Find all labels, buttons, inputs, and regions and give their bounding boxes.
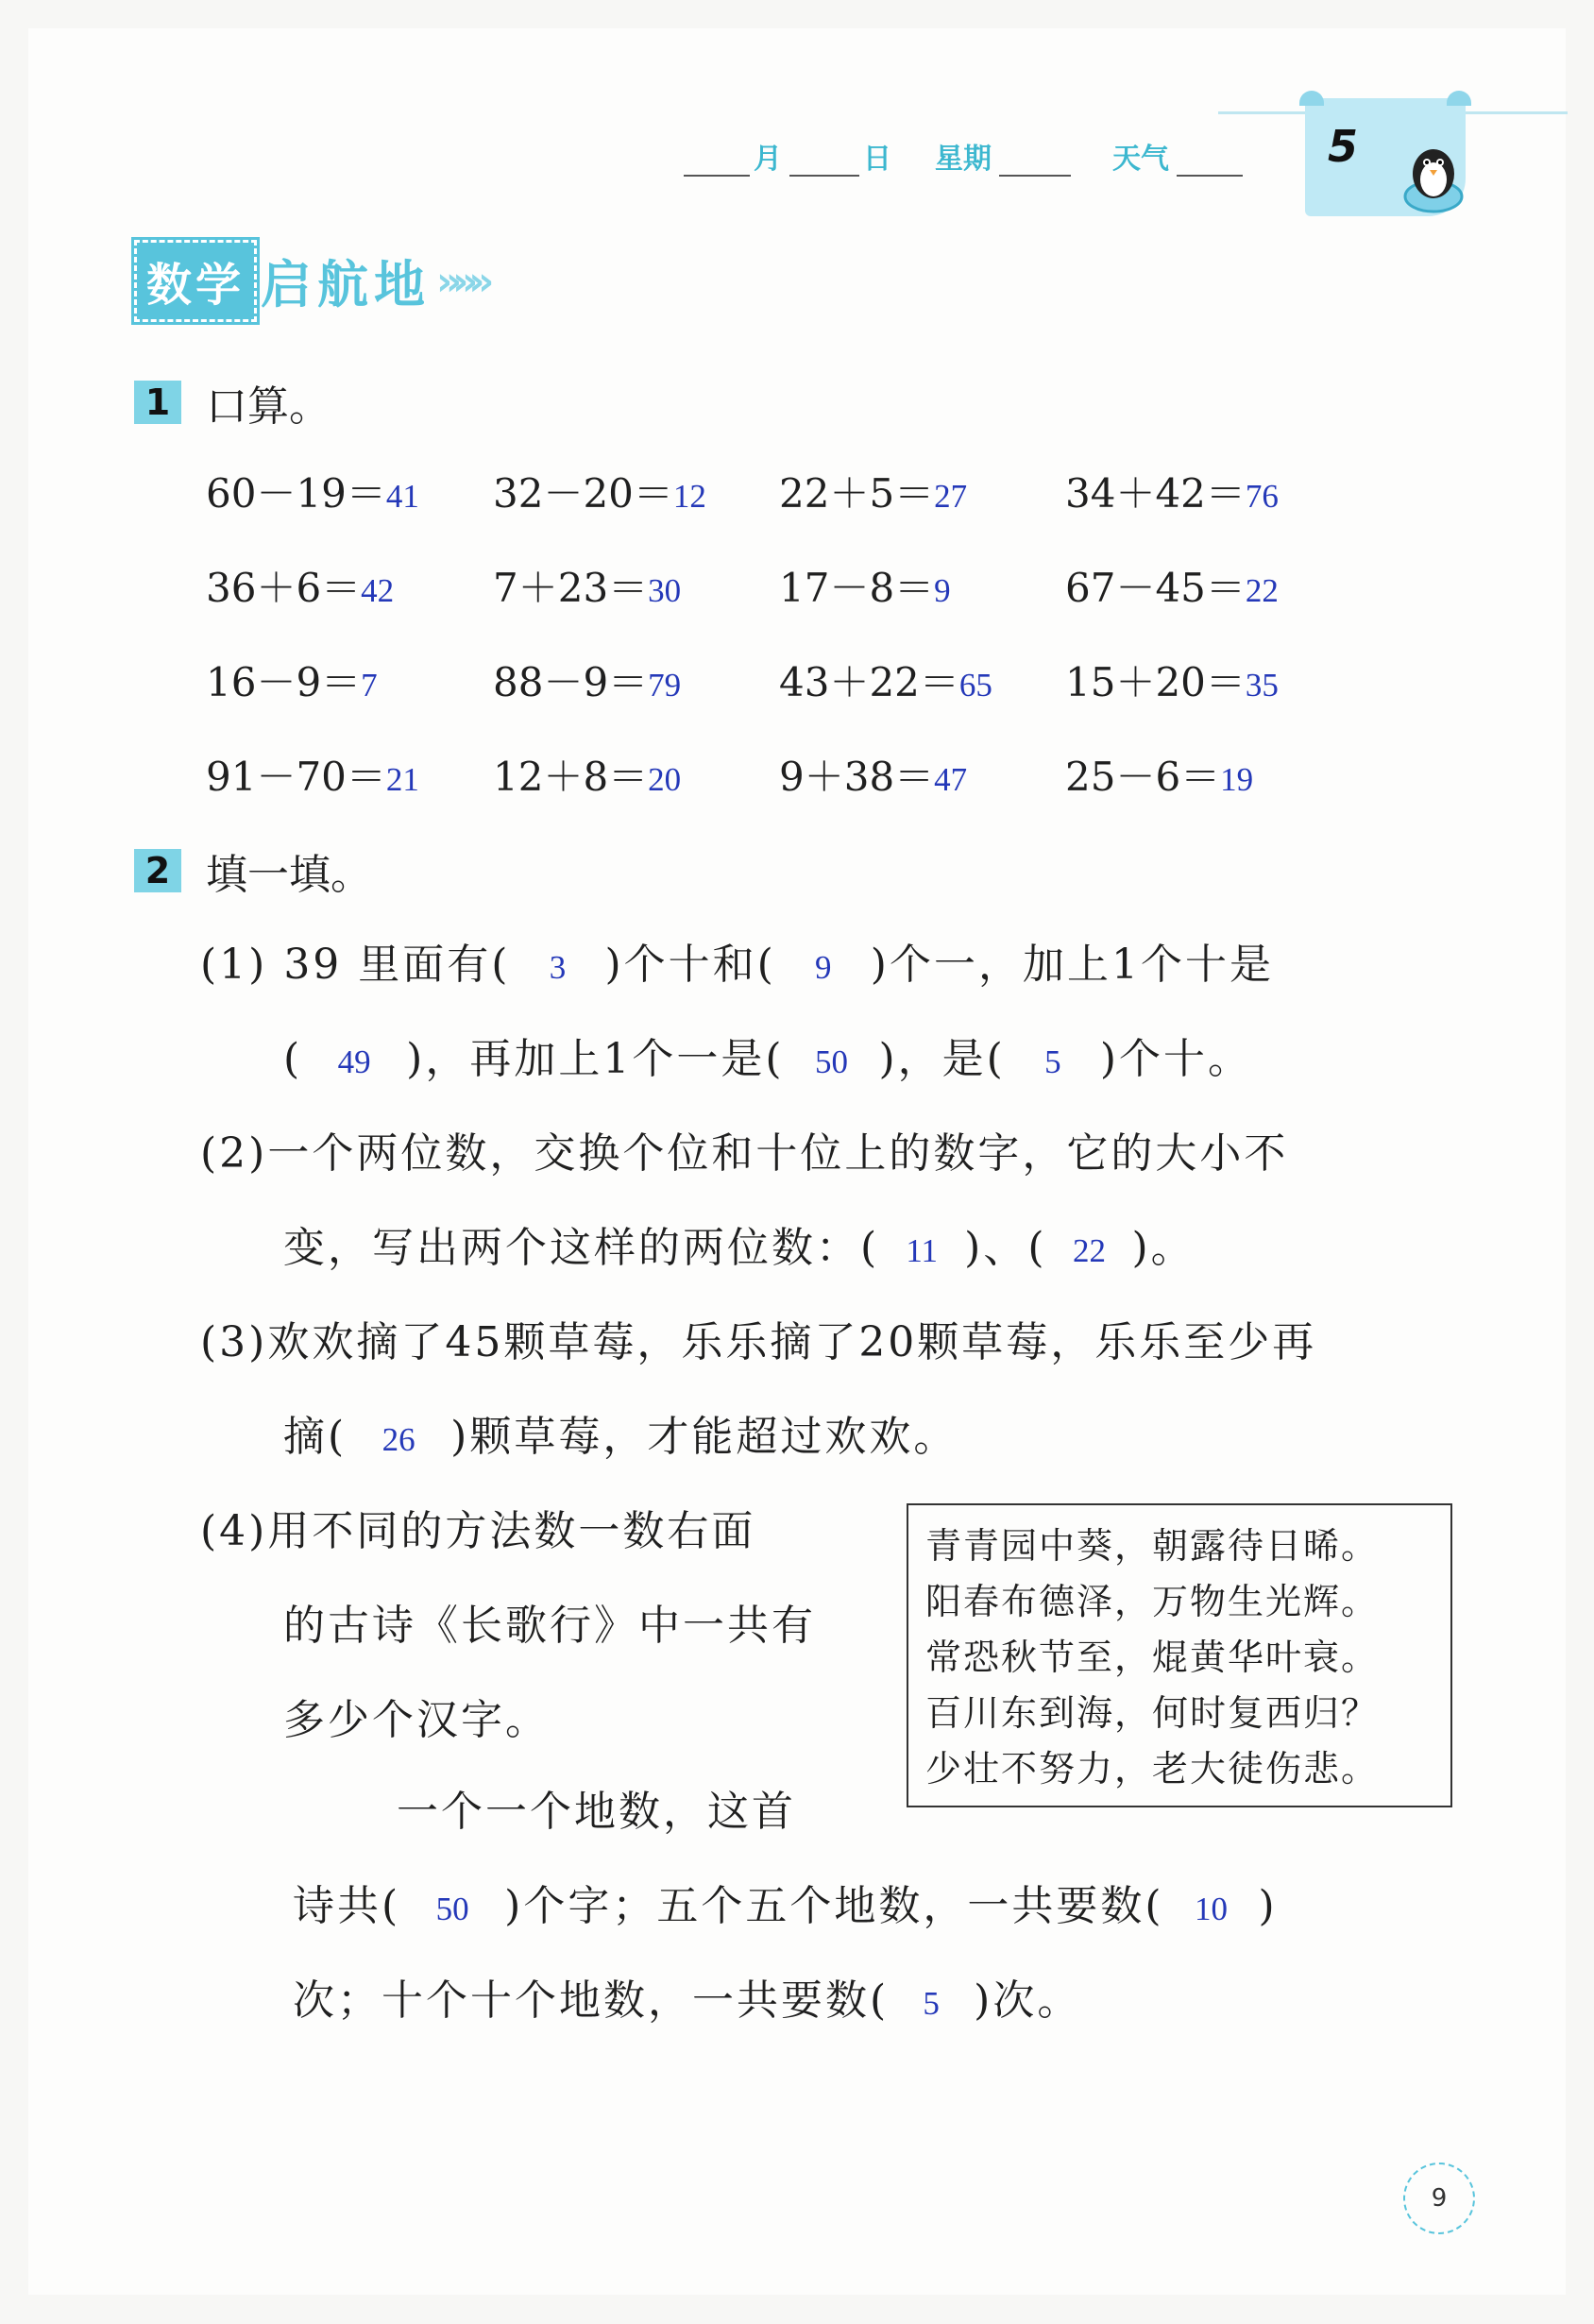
q2-p1-text-b: )个十和( xyxy=(604,941,776,989)
q2-p4-answer-3: 5 xyxy=(923,1985,940,2022)
q1-title: 口算。 xyxy=(206,382,331,431)
q2-p1-answer-5: 5 xyxy=(1044,1043,1061,1080)
q2-p1-line1 xyxy=(200,930,1274,991)
q2-p4-line2: 的古诗《长歌行》中一共有 xyxy=(283,1602,816,1650)
q1-number: 1 xyxy=(134,381,181,424)
q2-p2-text-d: )。 xyxy=(1131,1224,1196,1272)
q1-answer: 19 xyxy=(1220,761,1254,798)
q1-expression: 91－70＝ xyxy=(206,754,386,800)
q2-p1-line2 xyxy=(283,1025,1252,1085)
q2-p3-answer-1: 26 xyxy=(382,1421,415,1458)
q2-p4-line4: 一个一个地数，这首 xyxy=(397,1788,796,1836)
q1-equation xyxy=(493,746,681,803)
q2-p4-answer-2: 10 xyxy=(1195,1891,1229,1927)
q2-p2-text-c: )、( xyxy=(964,1224,1047,1272)
poem-line: 阳春布德泽，万物生光辉。 xyxy=(925,1581,1380,1622)
day-label: 日 xyxy=(863,143,891,176)
q1-equation xyxy=(779,463,967,519)
q1-expression: 43＋22＝ xyxy=(779,659,959,705)
q1-answer: 7 xyxy=(361,667,378,704)
date-weather-fields xyxy=(680,135,1246,177)
q2-p4-line3: 多少个汉字。 xyxy=(283,1696,550,1744)
q2-p4-line1: (4)用不同的方法数一数右面 xyxy=(200,1507,756,1555)
weekday-label: 星期 xyxy=(935,143,992,176)
q2-p1-text-c: )个一，加上1个十是 xyxy=(870,941,1274,989)
q1-answer: 21 xyxy=(385,761,419,798)
q1-answer: 41 xyxy=(385,478,419,515)
q1-equation xyxy=(206,463,419,519)
q1-answer: 79 xyxy=(648,667,682,704)
q1-equation xyxy=(493,463,706,519)
penguin-icon xyxy=(1396,128,1471,223)
q1-header xyxy=(134,372,331,433)
q1-expression: 7＋23＝ xyxy=(493,565,649,611)
q2-p4-text-h: 次；十个十个地数，一共要数( xyxy=(293,1976,890,2025)
q1-expression: 60－19＝ xyxy=(206,470,386,517)
q2-p2-line2 xyxy=(283,1213,1196,1274)
q2-p1-answer-3: 49 xyxy=(337,1043,371,1080)
q2-p4-text-i: )次。 xyxy=(974,1976,1082,2025)
q1-equation xyxy=(206,557,394,614)
q1-answer: 42 xyxy=(361,572,395,609)
q2-p3-line1: (3)欢欢摘了45颗草莓，乐乐摘了20颗草莓，乐乐至少再 xyxy=(200,1318,1317,1366)
q1-equation xyxy=(1065,652,1279,708)
poem-line: 常恐秋节至，焜黄华叶衰。 xyxy=(925,1637,1380,1678)
q1-answer: 12 xyxy=(672,478,706,515)
q2-p4-text-f: )个字；五个五个地数，一共要数( xyxy=(504,1882,1164,1930)
q1-answer: 47 xyxy=(934,761,968,798)
q1-answer: 30 xyxy=(648,572,682,609)
q1-answer: 35 xyxy=(1245,667,1279,704)
q2-p1-text-e: )，再加上1个一是( xyxy=(406,1035,785,1083)
section-banner xyxy=(134,240,484,322)
lesson-number: 5 xyxy=(1327,121,1358,172)
q1-expression: 16－9＝ xyxy=(206,659,362,705)
q2-p1-answer-4: 50 xyxy=(815,1043,848,1080)
q2-title: 填一填。 xyxy=(206,851,372,899)
q1-equation xyxy=(206,746,419,803)
q2-number: 2 xyxy=(134,849,181,892)
weather-blank xyxy=(1177,141,1243,177)
q2-p1-answer-2: 9 xyxy=(815,949,832,986)
q2-p1-text-d: ( xyxy=(283,1035,303,1083)
poem-line: 少壮不努力，老大徒伤悲。 xyxy=(925,1748,1380,1790)
q2-p4-line5 xyxy=(293,1872,1278,1932)
q2-p1-answer-1: 3 xyxy=(549,949,567,986)
q1-equation xyxy=(779,557,951,614)
q1-expression: 25－6＝ xyxy=(1065,754,1221,800)
q2-p3-text-b: 摘( xyxy=(283,1413,348,1461)
q2-p2-line1: (2)一个两位数，交换个位和十位上的数字，它的大小不 xyxy=(200,1129,1289,1178)
q2-p4-text-e: 诗共( xyxy=(293,1882,401,1930)
q1-answer: 27 xyxy=(934,478,968,515)
q1-answer: 20 xyxy=(648,761,682,798)
poem-line: 百川东到海，何时复西归？ xyxy=(925,1692,1380,1734)
q1-equation xyxy=(493,652,681,708)
poem-box xyxy=(907,1503,1452,1807)
q2-p3-line2 xyxy=(283,1402,958,1463)
q1-answer: 9 xyxy=(934,572,951,609)
q2-p2-answer-1: 11 xyxy=(906,1232,939,1269)
poem-line: 青青园中葵，朝露待日晞。 xyxy=(925,1525,1380,1567)
q1-equation xyxy=(1065,746,1253,803)
q1-equation xyxy=(206,652,378,708)
q2-p2-text-b: 变，写出两个这样的两位数：( xyxy=(283,1224,880,1272)
q1-expression: 9＋38＝ xyxy=(779,754,935,800)
q1-answer: 22 xyxy=(1245,572,1279,609)
q2-p2-answer-2: 22 xyxy=(1073,1232,1107,1269)
weekday-blank xyxy=(999,141,1071,177)
q1-expression: 15＋20＝ xyxy=(1065,659,1246,705)
q1-answer: 65 xyxy=(958,667,992,704)
q1-expression: 22＋5＝ xyxy=(779,470,935,517)
q2-p1-text-f: )，是( xyxy=(878,1035,1006,1083)
q1-answer: 76 xyxy=(1245,478,1279,515)
banner-title: 启航地 xyxy=(261,255,432,314)
q1-expression: 12＋8＝ xyxy=(493,754,649,800)
q1-expression: 34＋42＝ xyxy=(1065,470,1246,517)
q2-p4-line6 xyxy=(293,1966,1081,2027)
q2-p4-text-g: ) xyxy=(1258,1882,1278,1930)
q1-expression: 88－9＝ xyxy=(493,659,649,705)
q2-p4-answer-1: 50 xyxy=(435,1891,469,1927)
q1-equation xyxy=(1065,557,1279,614)
q2-p1-text-a: (1) 39 里面有( xyxy=(200,941,511,989)
q1-equation xyxy=(779,652,992,708)
banner-box: 数学 xyxy=(134,240,257,322)
q1-expression: 32－20＝ xyxy=(493,470,673,517)
banner-arrows: »»» xyxy=(436,258,485,304)
q2-header xyxy=(134,840,372,901)
q2-p3-text-c: )颗草莓，才能超过欢欢。 xyxy=(450,1413,958,1461)
day-blank xyxy=(789,141,859,177)
q1-equation xyxy=(1065,463,1279,519)
q1-expression: 67－45＝ xyxy=(1065,565,1246,611)
month-blank xyxy=(684,141,750,177)
q1-equation xyxy=(779,746,967,803)
q2-p1-text-g: )个十。 xyxy=(1099,1035,1253,1083)
q1-expression: 17－8＝ xyxy=(779,565,935,611)
month-label: 月 xyxy=(754,143,782,176)
weather-label: 天气 xyxy=(1112,143,1169,176)
q1-expression: 36＋6＝ xyxy=(206,565,362,611)
page-number: 9 xyxy=(1403,2163,1475,2234)
q1-equation xyxy=(493,557,681,614)
